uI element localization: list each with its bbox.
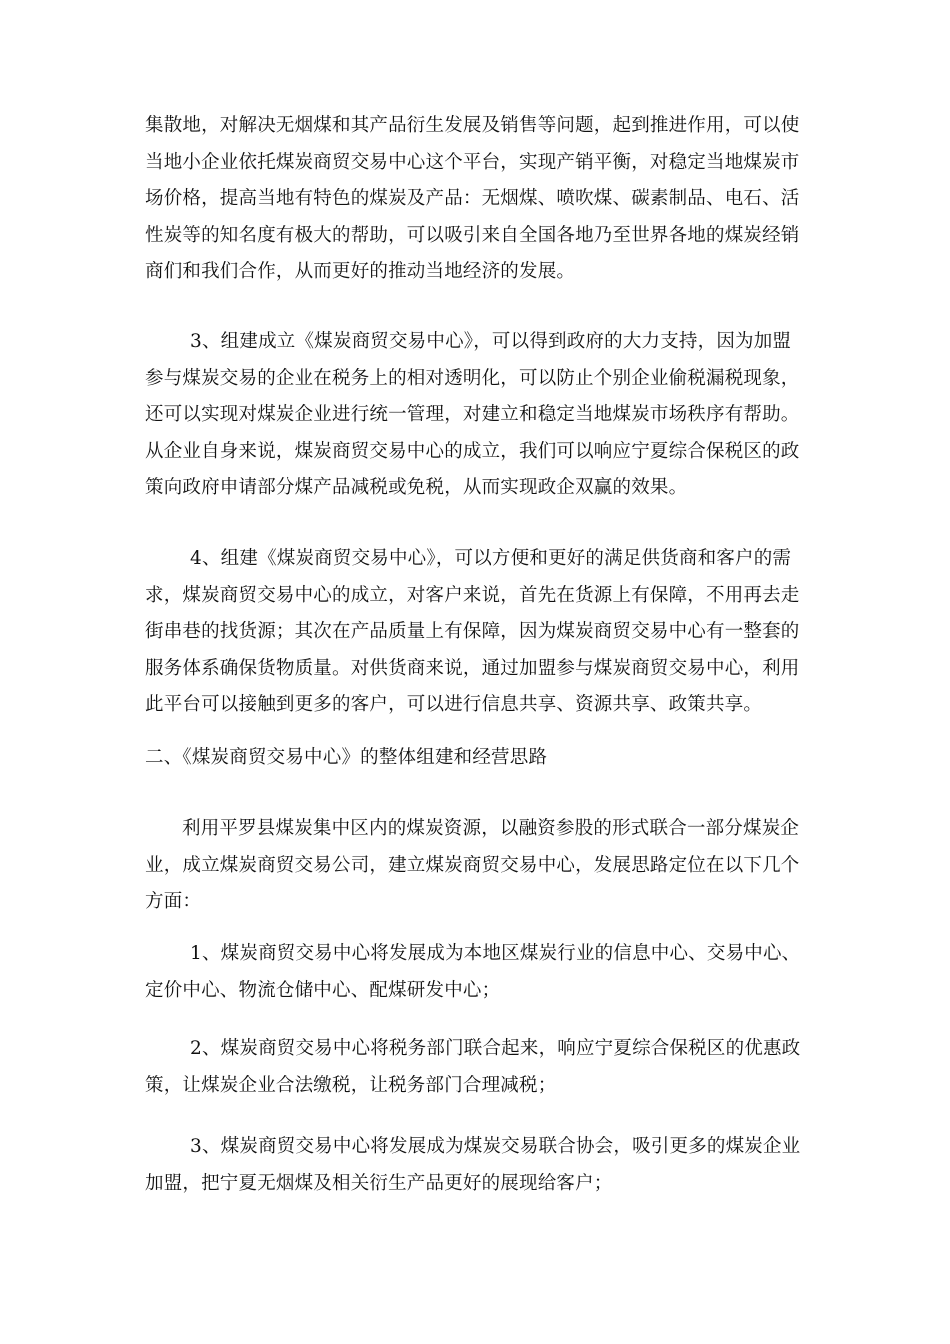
paragraph-point-4 <box>145 541 805 724</box>
paragraph-text: 4、组建《煤炭商贸交易中心》，可以方便和更好的满足供货商和客户的需求，煤炭商贸交易中心的成立，对客户来说，首先在货源上有保障，不用再去走街串巷的找货源；其次在产品质量上有保障，因为煤炭商贸交易中心有一整套的服务体系确保货物质量。对供货商来说，通过加盟参与煤炭商贸交易中心，利用此平台可以接触到更多的客户，可以进行信息共享、资源共享、政策共享。 <box>145 548 800 715</box>
paragraph-text: 利用平罗县煤炭集中区内的煤炭资源，以融资参股的形式联合一部分煤炭企业，成立煤炭商贸交易公司，建立煤炭商贸交易中心，发展思路定位在以下几个方面： <box>145 818 800 912</box>
paragraph-overview <box>145 811 805 921</box>
list-item-1 <box>145 936 805 1009</box>
paragraph-text: 集散地，对解决无烟煤和其产品衍生发展及销售等问题，起到推进作用，可以使当地小企业依托煤炭商贸交易中心这个平台，实现产销平衡，对稳定当地煤炭市场价格，提高当地有特色的煤炭及产品：无烟煤、喷吹煤、碳素制品、电石、活性炭等的知名度有极大的帮助，可以吸引来自全国各地乃至世界各地的煤炭经销商们和我们合作，从而更好的推动当地经济的发展。 <box>145 115 800 282</box>
paragraph-text: 1、煤炭商贸交易中心将发展成为本地区煤炭行业的信息中心、交易中心、定价中心、物流仓储中心、配煤研发中心； <box>145 943 801 1001</box>
list-item-2 <box>145 1031 805 1104</box>
section-title: 二、《煤炭商贸交易中心》的整体组建和经营思路 <box>145 747 548 768</box>
list-item-3 <box>145 1129 805 1202</box>
paragraph-point-3 <box>145 324 805 507</box>
section-heading <box>145 740 805 777</box>
paragraph-continuation <box>145 108 805 291</box>
paragraph-text: 3、煤炭商贸交易中心将发展成为煤炭交易联合协会，吸引更多的煤炭企业加盟，把宁夏无烟煤及相关衍生产品更好的展现给客户； <box>145 1136 801 1194</box>
paragraph-text: 3、组建成立《煤炭商贸交易中心》，可以得到政府的大力支持，因为加盟参与煤炭交易的企业在税务上的相对透明化，可以防止个别企业偷税漏税现象，还可以实现对煤炭企业进行统一管理，对建立和稳定当地煤炭市场秩序有帮助。从企业自身来说，煤炭商贸交易中心的成立，我们可以响应宁夏综合保税区的政策向政府申请部分煤产品减税或免税，从而实现政企双赢的效果。 <box>145 331 800 498</box>
paragraph-text: 2、煤炭商贸交易中心将税务部门联合起来，响应宁夏综合保税区的优惠政策，让煤炭企业合法缴税，让税务部门合理减税； <box>145 1038 801 1096</box>
